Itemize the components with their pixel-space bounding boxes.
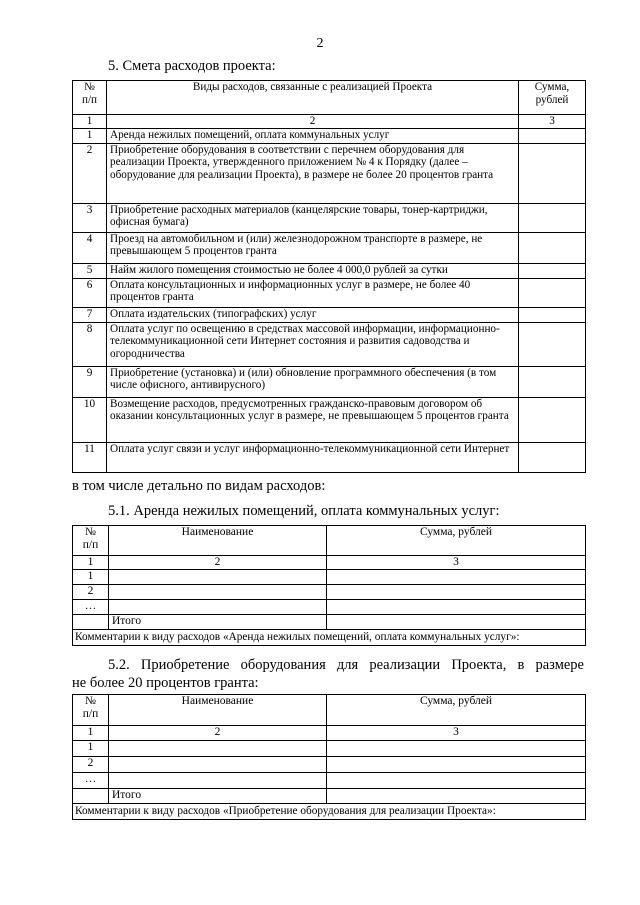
row-number: 11 (73, 442, 107, 472)
table-header-row (73, 695, 586, 726)
table-row (73, 585, 586, 600)
row-text: Приобретение оборудования в соответствии с перечнем оборудования для реализации Проекта, утвержденного приложением № 4 к Порядку (далее – оборудование для реализации Проекта), в размере не более 20 процентов гранта (107, 143, 519, 203)
table-header-row (73, 526, 586, 556)
row-number: 4 (73, 232, 107, 263)
row-number: 8 (73, 322, 107, 366)
row-text: Приобретение (установка) и (или) обновление программного обеспечения (в том числе офисного, антивирусного) (107, 366, 519, 397)
name-cell[interactable] (109, 757, 327, 773)
table-row (73, 143, 586, 203)
table-row (73, 757, 586, 773)
table-index-row (73, 726, 586, 741)
total-number-cell (73, 615, 109, 630)
index-cell: 1 (73, 556, 109, 570)
section-5-2-heading (72, 656, 584, 692)
name-cell[interactable] (109, 570, 327, 585)
row-number: 6 (73, 278, 107, 307)
row-text: Оплата услуг по освещению в средствах массовой информации, информационно-телекоммуникационной сети Интернет состояния и развития садоводства и огородничества (107, 322, 519, 366)
name-cell[interactable] (109, 741, 327, 757)
table-row (73, 263, 586, 278)
amount-cell[interactable] (519, 366, 586, 397)
amount-cell[interactable] (327, 570, 586, 585)
row-number: 7 (73, 307, 107, 322)
row-number: 1 (73, 128, 107, 143)
section-5-2-heading-line2: не более 20 процентов гранта: (72, 675, 259, 691)
amount-cell[interactable] (327, 757, 586, 773)
header-number: № п/п (73, 695, 109, 726)
section-5-heading: 5. Смета расходов проекта: (108, 58, 276, 74)
row-number: 1 (73, 570, 109, 585)
comment-field[interactable]: Комментарии к виду расходов «Приобретение оборудования для реализации Проекта»: (73, 804, 586, 820)
amount-cell[interactable] (519, 128, 586, 143)
row-number: 9 (73, 366, 107, 397)
table-row (73, 307, 586, 322)
name-cell[interactable] (109, 773, 327, 789)
amount-cell[interactable] (519, 263, 586, 278)
total-amount-cell[interactable] (327, 615, 586, 630)
table-row (73, 278, 586, 307)
table-row (73, 232, 586, 263)
equipment-table (72, 694, 586, 820)
table-row (73, 203, 586, 232)
amount-cell[interactable] (519, 203, 586, 232)
section-5-2-heading-line1: 5.2. Приобретение оборудования для реализации Проекта, в размере (108, 657, 584, 673)
total-number-cell (73, 789, 109, 804)
amount-cell[interactable] (519, 307, 586, 322)
table-row (73, 128, 586, 143)
comment-field[interactable]: Комментарии к виду расходов «Аренда нежилых помещений, оплата коммунальных услуг»: (73, 630, 586, 646)
header-number: № п/п (73, 81, 107, 115)
amount-cell[interactable] (519, 397, 586, 442)
table-index-row (73, 556, 586, 570)
amount-cell[interactable] (327, 600, 586, 615)
total-amount-cell[interactable] (327, 789, 586, 804)
rent-utilities-table (72, 525, 586, 646)
header-name: Наименование (109, 526, 327, 556)
row-text: Оплата издательских (типографских) услуг (107, 307, 519, 322)
expense-estimate-table (72, 80, 586, 473)
index-cell: 1 (73, 115, 107, 129)
table-row (73, 322, 586, 366)
index-cell: 1 (73, 726, 109, 741)
table-row (73, 741, 586, 757)
index-cell: 3 (327, 726, 586, 741)
row-number: … (73, 773, 109, 789)
row-number: 2 (73, 757, 109, 773)
amount-cell[interactable] (327, 741, 586, 757)
table-total-row (73, 789, 586, 804)
table-row (73, 600, 586, 615)
row-number: … (73, 600, 109, 615)
header-name: Наименование (109, 695, 327, 726)
index-cell: 2 (109, 726, 327, 741)
index-cell: 2 (109, 556, 327, 570)
amount-cell[interactable] (519, 322, 586, 366)
header-expense-type: Виды расходов, связанные с реализацией Проекта (107, 81, 519, 115)
row-number: 1 (73, 741, 109, 757)
index-cell: 3 (327, 556, 586, 570)
index-cell: 2 (107, 115, 519, 129)
row-text: Оплата консультационных и информационных услуг в размере, не более 40 процентов гранта (107, 278, 519, 307)
row-text: Приобретение расходных материалов (канцелярские товары, тонер-картриджи, офисная бумага) (107, 203, 519, 232)
table-comment-row (73, 630, 586, 646)
index-cell: 3 (519, 115, 586, 129)
amount-cell[interactable] (327, 585, 586, 600)
page-number: 2 (316, 36, 324, 51)
amount-cell[interactable] (327, 773, 586, 789)
table-row (73, 397, 586, 442)
table-header-row (73, 81, 586, 115)
row-text: Оплата услуг связи и услуг информационно-телекоммуникационной сети Интернет (107, 442, 519, 472)
row-text: Найм жилого помещения стоимостью не более 4 000,0 рублей за сутки (107, 263, 519, 278)
detail-note: в том числе детально по видам расходов: (72, 478, 326, 494)
row-number: 10 (73, 397, 107, 442)
row-number: 3 (73, 203, 107, 232)
header-amount: Сумма, рублей (327, 695, 586, 726)
table-row (73, 442, 586, 472)
header-amount: Сумма, рублей (327, 526, 586, 556)
row-number: 2 (73, 143, 107, 203)
table-comment-row (73, 804, 586, 820)
name-cell[interactable] (109, 600, 327, 615)
amount-cell[interactable] (519, 278, 586, 307)
table-index-row (73, 115, 586, 129)
table-row (73, 570, 586, 585)
header-amount: Сумма, рублей (519, 81, 586, 115)
total-label: Итого (109, 615, 327, 630)
row-text: Аренда нежилых помещений, оплата коммунальных услуг (107, 128, 519, 143)
amount-cell[interactable] (519, 143, 586, 203)
amount-cell[interactable] (519, 232, 586, 263)
amount-cell[interactable] (519, 442, 586, 472)
table-row (73, 366, 586, 397)
total-label: Итого (109, 789, 327, 804)
header-number: № п/п (73, 526, 109, 556)
table-total-row (73, 615, 586, 630)
section-5-1-heading: 5.1. Аренда нежилых помещений, оплата коммунальных услуг: (108, 503, 500, 519)
table-row (73, 773, 586, 789)
row-text: Возмещение расходов, предусмотренных гражданско-правовым договором об оказании консультационных услуг в размере, не превышающем 5 процентов гранта (107, 397, 519, 442)
row-number: 2 (73, 585, 109, 600)
row-number: 5 (73, 263, 107, 278)
name-cell[interactable] (109, 585, 327, 600)
row-text: Проезд на автомобильном и (или) железнодорожном транспорте в размере, не превышающем 5 процентов гранта (107, 232, 519, 263)
